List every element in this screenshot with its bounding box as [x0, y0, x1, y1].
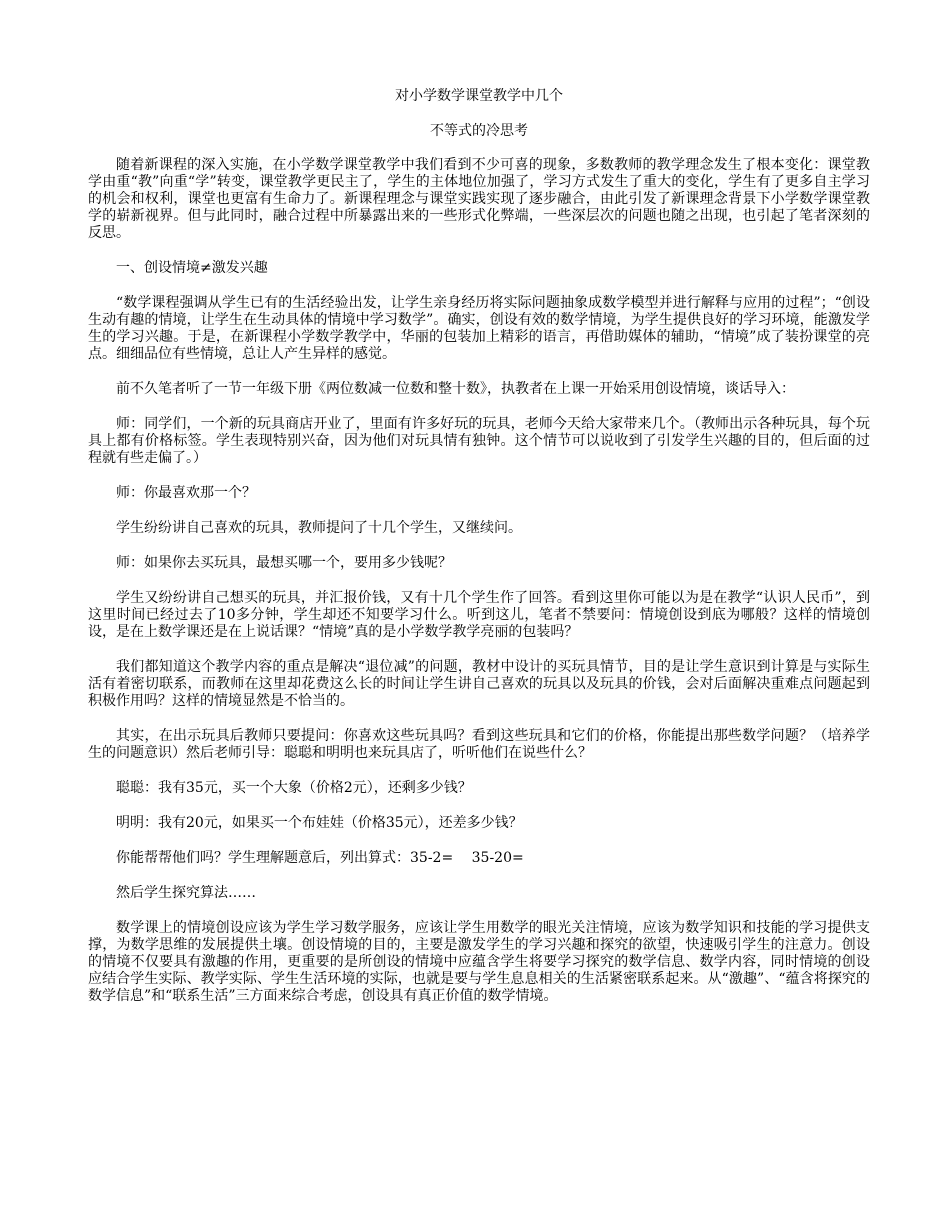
paragraph-curriculum-quote: “数学课程强调从学生已有的生活经验出发，让学生亲身经历将实际问题抽象成数学模型并进行解释与应用的过程”；“创设生动有趣的情境，让学生在生动具体的情境中学习数学”。确实，创设有效的数学情境，为学生提供良好的学习环境，能激发学生的学习兴趣。于是，在新课程小学数学教学中，华丽的包装加上精彩的语言，再借助媒体的辅助，“情境”成了装扮课堂的亮点。细细品位有些情境，总让人产生异样的感觉。: [88, 295, 870, 362]
section-heading-1: 一、创设情境≠激发兴趣: [116, 260, 268, 276]
paragraph-alternative: 其实，在出示玩具后教师只要提问：你喜欢这些玩具吗？看到这些玩具和它们的价格，你能提出那些数学问题？（培养学生的问题意识）然后老师引导：聪聪和明明也来玩具店了，听听他们在说些什么？: [88, 728, 870, 761]
paragraph-teacher-opening: 师：同学们，一个新的玩具商店开业了，里面有许多好玩的玩具，老师今天给大家带来几个。（教师出示各种玩具，每个玩具上都有价格标签。学生表现特别兴奋，因为他们对玩具情有独钟。这个情节可以说收到了引发学生兴趣的目的，但后面的过程就有些走偏了。）: [88, 416, 870, 466]
paragraph-students-answer-1: 学生纷纷讲自己喜欢的玩具，教师提问了十几个学生，又继续问。: [116, 520, 522, 536]
paragraph-intro: 随着新课程的深入实施，在小学数学课堂教学中我们看到不少可喜的现象，多数教师的教学理念发生了根本变化：课堂教学由重“教”向重“学”转变，课堂教学更民主了，学生的主体地位加强了，学习方式发生了重大的变化，学生有了更多自主学习的机会和权利，课堂也更富有生命力了。新课程理念与课堂实践实现了逐步融合，由此引发了新课理念背景下小学数学课堂教学的崭新视界。但与此同时，融合过程中所暴露出来的一些形式化弊端，一些深层次的问题也随之出现，也引起了笔者深刻的反思。: [88, 157, 870, 241]
paragraph-teacher-question-2: 师：如果你去买玩具，最想买哪一个，要用多少钱呢？: [116, 555, 452, 571]
paragraph-teacher-question-1: 师：你最喜欢那一个？: [116, 485, 256, 501]
paragraph-congcong: 聪聪：我有35元，买一个大象（价格2元），还剩多少钱？: [116, 780, 472, 796]
paragraph-analysis: 我们都知道这个教学内容的重点是解决“退位减”的问题，教材中设计的买玩具情节，目的是让学生意识到计算是与实际生活有着密切联系，而教师在这里却花费这么长的时间让学生讲自己喜欢的玩具以及玩具的价钱，会对后面解决重难点问题起到积极作用吗？这样的情境显然是不恰当的。: [88, 659, 870, 709]
paragraph-lesson-intro: 前不久笔者听了一节一年级下册《两位数减一位数和整十数》，执教者在上课一开始采用创设情境，谈话导入：: [116, 381, 795, 397]
document-title-line-1: 对小学数学课堂教学中几个: [395, 88, 563, 104]
paragraph-students-answer-2: 学生又纷纷讲自己想买的玩具，并汇报价钱，又有十几个学生作了回答。看到这里你可能以为是在教学“认识人民币”，到这里时间已经过去了10多分钟，学生却还不知要学习什么。听到这儿，笔者不禁要问：情境创设到底为哪般？这样的情境创设，是在上数学课还是在上说话课？“情境”真的是小学数学教学亮丽的包装吗？: [88, 590, 870, 640]
document-page: [88, 88, 870, 1005]
paragraph-explore: 然后学生探究算法……: [116, 885, 256, 901]
paragraph-mingming: 明明：我有20元，如果买一个布娃娃（价格35元），还差多少钱？: [116, 815, 523, 831]
paragraph-equations: 你能帮帮他们吗？学生理解题意后，列出算式：35-2= 35-20=: [116, 850, 524, 866]
document-title-line-2: 不等式的冷思考: [430, 123, 528, 139]
paragraph-conclusion: 数学课上的情境创设应该为学生学习数学服务，应该让学生用数学的眼光关注情境，应该为数学知识和技能的学习提供支撑，为数学思维的发展提供土壤。创设情境的目的，主要是激发学生的学习兴趣和探究的欲望，快速吸引学生的注意力。创设的情境不仅要具有激趣的作用，更重要的是所创设的情境中应蕴含学生将要学习探究的数学信息、数学内容，同时情境的创设应结合学生实际、教学实际、学生生活环境的实际，也就是要与学生息息相关的生活紧密联系起来。从“激趣”、“蕴含将探究的数学信息”和“联系生活”三方面来综合考虑，创设具有真正价值的数学情境。: [88, 920, 870, 1004]
